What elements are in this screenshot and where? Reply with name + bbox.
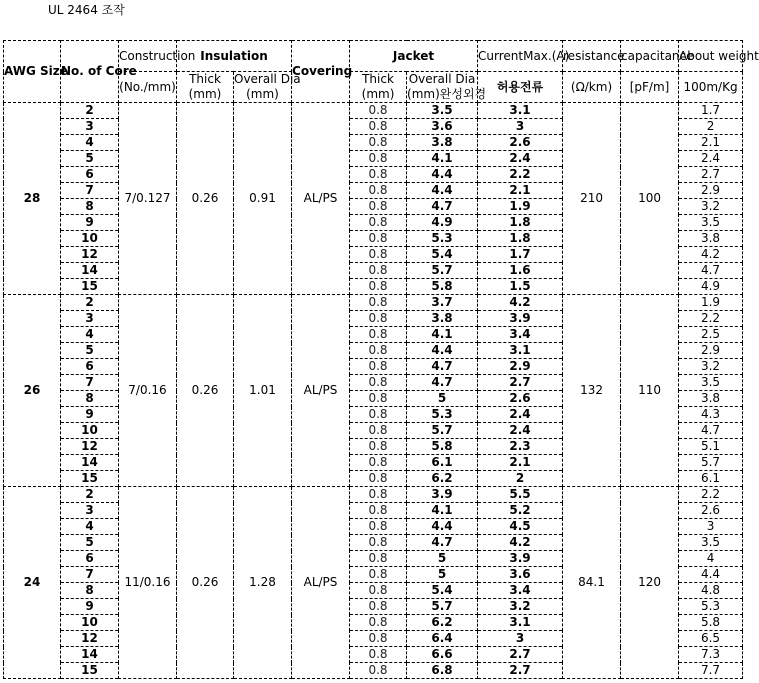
jacket-thick-cell: 0.8: [350, 423, 407, 439]
header-insulation-dia-label: Overall Dia: [234, 72, 301, 86]
jacket-dia-cell: 5.4: [407, 583, 478, 599]
current-max-cell: 5.2: [478, 503, 563, 519]
jacket-thick-cell: 0.8: [350, 567, 407, 583]
current-max-cell: 3.9: [478, 551, 563, 567]
core-count-cell: 2: [61, 103, 119, 119]
jacket-dia-cell: 4.4: [407, 519, 478, 535]
header-current-sub: 허용전류: [478, 72, 563, 103]
jacket-dia-cell: 6.2: [407, 471, 478, 487]
current-max-cell: 3.2: [478, 599, 563, 615]
jacket-dia-cell: 5: [407, 391, 478, 407]
current-max-cell: 4.2: [478, 295, 563, 311]
core-count-cell: 8: [61, 583, 119, 599]
jacket-thick-cell: 0.8: [350, 215, 407, 231]
jacket-thick-cell: 0.8: [350, 631, 407, 647]
current-max-cell: 2.7: [478, 647, 563, 663]
jacket-dia-cell: 4.1: [407, 151, 478, 167]
current-max-cell: 1.5: [478, 279, 563, 295]
current-max-cell: 1.9: [478, 199, 563, 215]
jacket-thick-cell: 0.8: [350, 359, 407, 375]
header-insulation-dia-unit: (mm): [246, 87, 279, 101]
current-max-cell: 3.4: [478, 327, 563, 343]
core-count-cell: 12: [61, 439, 119, 455]
jacket-dia-cell: 4.7: [407, 375, 478, 391]
jacket-thick-cell: 0.8: [350, 199, 407, 215]
header-jacket-thick-unit: (mm): [361, 87, 395, 101]
table-row: [4, 103, 743, 119]
weight-cell: 1.9: [679, 295, 743, 311]
core-count-cell: 14: [61, 647, 119, 663]
jacket-thick-cell: 0.8: [350, 295, 407, 311]
weight-cell: 2.9: [679, 343, 743, 359]
current-max-cell: 2.1: [478, 183, 563, 199]
jacket-dia-cell: 5.4: [407, 247, 478, 263]
jacket-dia-cell: 4.7: [407, 359, 478, 375]
weight-cell: 3.5: [679, 535, 743, 551]
jacket-dia-cell: 5: [407, 551, 478, 567]
jacket-thick-cell: 0.8: [350, 535, 407, 551]
jacket-thick-cell: 0.8: [350, 343, 407, 359]
core-count-cell: 5: [61, 343, 119, 359]
header-construction: Construction: [119, 41, 177, 72]
jacket-thick-cell: 0.8: [350, 455, 407, 471]
jacket-dia-cell: 4.1: [407, 327, 478, 343]
current-max-cell: 2.1: [478, 455, 563, 471]
current-max-cell: 2.2: [478, 167, 563, 183]
jacket-dia-cell: 5.3: [407, 407, 478, 423]
header-about-weight: About weight: [679, 41, 743, 72]
weight-cell: 2.2: [679, 487, 743, 503]
core-count-cell: 10: [61, 231, 119, 247]
current-max-cell: 3.9: [478, 311, 563, 327]
construction-cell: 7/0.127: [119, 103, 177, 295]
current-max-cell: 2.7: [478, 375, 563, 391]
jacket-thick-cell: 0.8: [350, 375, 407, 391]
weight-cell: 4.7: [679, 423, 743, 439]
insulation-thick-cell: 0.26: [177, 487, 234, 679]
jacket-dia-cell: 4.7: [407, 535, 478, 551]
table-row: [4, 487, 743, 503]
insulation-dia-cell: 0.91: [234, 103, 292, 295]
header-insulation: Insulation: [177, 41, 292, 72]
weight-cell: 2.5: [679, 327, 743, 343]
jacket-dia-cell: 5.8: [407, 279, 478, 295]
jacket-dia-cell: 3.7: [407, 295, 478, 311]
insulation-dia-cell: 1.28: [234, 487, 292, 679]
header-capacitance: capacitance: [621, 41, 679, 72]
core-count-cell: 9: [61, 215, 119, 231]
weight-cell: 7.7: [679, 663, 743, 679]
core-count-cell: 5: [61, 151, 119, 167]
jacket-dia-cell: 5.8: [407, 439, 478, 455]
jacket-thick-cell: 0.8: [350, 599, 407, 615]
header-no-of-core: No. of Core: [61, 41, 119, 103]
jacket-thick-cell: 0.8: [350, 167, 407, 183]
core-count-cell: 4: [61, 327, 119, 343]
weight-cell: 4.3: [679, 407, 743, 423]
header-resistance: resistance: [563, 41, 621, 72]
table-body: [4, 103, 743, 679]
resistance-cell: 210: [563, 103, 621, 295]
jacket-dia-cell: 3.5: [407, 103, 478, 119]
capacitance-cell: 100: [621, 103, 679, 295]
current-max-cell: 3.4: [478, 583, 563, 599]
weight-cell: 4.4: [679, 567, 743, 583]
jacket-thick-cell: 0.8: [350, 119, 407, 135]
construction-cell: 7/0.16: [119, 295, 177, 487]
weight-cell: 2: [679, 119, 743, 135]
jacket-dia-cell: 6.4: [407, 631, 478, 647]
core-count-cell: 2: [61, 487, 119, 503]
current-max-cell: 2.6: [478, 135, 563, 151]
current-max-cell: 3.1: [478, 615, 563, 631]
jacket-thick-cell: 0.8: [350, 135, 407, 151]
weight-cell: 2.4: [679, 151, 743, 167]
jacket-thick-cell: 0.8: [350, 103, 407, 119]
jacket-thick-cell: 0.8: [350, 151, 407, 167]
jacket-thick-cell: 0.8: [350, 439, 407, 455]
core-count-cell: 10: [61, 423, 119, 439]
jacket-dia-cell: 5.7: [407, 423, 478, 439]
current-max-cell: 3.1: [478, 343, 563, 359]
jacket-thick-cell: 0.8: [350, 407, 407, 423]
weight-cell: 3.8: [679, 231, 743, 247]
jacket-thick-cell: 0.8: [350, 391, 407, 407]
capacitance-cell: 120: [621, 487, 679, 679]
awg-size-cell: 28: [4, 103, 61, 295]
jacket-thick-cell: 0.8: [350, 551, 407, 567]
jacket-thick-cell: 0.8: [350, 663, 407, 679]
core-count-cell: 15: [61, 471, 119, 487]
weight-cell: 5.3: [679, 599, 743, 615]
current-max-cell: 1.8: [478, 215, 563, 231]
weight-cell: 4.8: [679, 583, 743, 599]
core-count-cell: 15: [61, 279, 119, 295]
weight-cell: 3.5: [679, 375, 743, 391]
current-max-cell: 4.2: [478, 535, 563, 551]
jacket-thick-cell: 0.8: [350, 231, 407, 247]
current-max-cell: 2.3: [478, 439, 563, 455]
weight-cell: 5.7: [679, 455, 743, 471]
cable-spec-table: [3, 40, 759, 679]
core-count-cell: 7: [61, 375, 119, 391]
header-jacket-thick-label: Thick: [362, 72, 394, 86]
core-count-cell: 3: [61, 119, 119, 135]
jacket-thick-cell: 0.8: [350, 279, 407, 295]
jacket-dia-cell: 4.4: [407, 167, 478, 183]
insulation-thick-cell: 0.26: [177, 103, 234, 295]
core-count-cell: 8: [61, 391, 119, 407]
core-count-cell: 12: [61, 247, 119, 263]
jacket-dia-cell: 5.3: [407, 231, 478, 247]
table-row: [4, 295, 743, 311]
current-max-cell: 2.4: [478, 407, 563, 423]
jacket-dia-cell: 3.6: [407, 119, 478, 135]
weight-cell: 6.1: [679, 471, 743, 487]
covering-cell: AL/PS: [292, 487, 350, 679]
jacket-thick-cell: 0.8: [350, 471, 407, 487]
insulation-dia-cell: 1.01: [234, 295, 292, 487]
current-max-cell: 2: [478, 471, 563, 487]
jacket-thick-cell: 0.8: [350, 583, 407, 599]
weight-cell: 4.7: [679, 263, 743, 279]
weight-cell: 2.6: [679, 503, 743, 519]
jacket-dia-cell: 4.4: [407, 183, 478, 199]
core-count-cell: 9: [61, 599, 119, 615]
jacket-dia-cell: 6.8: [407, 663, 478, 679]
jacket-dia-cell: 4.1: [407, 503, 478, 519]
covering-cell: AL/PS: [292, 103, 350, 295]
current-max-cell: 3.1: [478, 103, 563, 119]
core-count-cell: 6: [61, 167, 119, 183]
header-covering: Covering: [292, 41, 350, 103]
jacket-dia-cell: 3.8: [407, 135, 478, 151]
core-count-cell: 8: [61, 199, 119, 215]
core-count-cell: 2: [61, 295, 119, 311]
jacket-dia-cell: 4.7: [407, 199, 478, 215]
jacket-dia-cell: 5.7: [407, 263, 478, 279]
current-max-cell: 2.4: [478, 423, 563, 439]
jacket-dia-cell: 6.1: [407, 455, 478, 471]
weight-cell: 2.9: [679, 183, 743, 199]
jacket-thick-cell: 0.8: [350, 519, 407, 535]
core-count-cell: 6: [61, 551, 119, 567]
current-max-cell: 3: [478, 631, 563, 647]
header-capacitance-unit: [pF/m]: [621, 72, 679, 103]
header-row-top: [4, 41, 743, 72]
header-jacket-thick: [350, 72, 407, 103]
weight-cell: 2.1: [679, 135, 743, 151]
core-count-cell: 3: [61, 311, 119, 327]
weight-cell: 2.7: [679, 167, 743, 183]
core-count-cell: 14: [61, 263, 119, 279]
jacket-thick-cell: 0.8: [350, 183, 407, 199]
weight-cell: 3: [679, 519, 743, 535]
header-jacket-dia: [407, 72, 487, 103]
jacket-thick-cell: 0.8: [350, 647, 407, 663]
current-max-cell: 3.6: [478, 567, 563, 583]
core-count-cell: 3: [61, 503, 119, 519]
jacket-dia-cell: 4.4: [407, 343, 478, 359]
header-awg-size: AWG Size: [4, 41, 61, 103]
jacket-thick-cell: 0.8: [350, 487, 407, 503]
header-insulation-thick-unit: (mm): [188, 87, 222, 101]
current-max-cell: 4.5: [478, 519, 563, 535]
weight-cell: 4.2: [679, 247, 743, 263]
weight-cell: 3.5: [679, 215, 743, 231]
weight-cell: 2.2: [679, 311, 743, 327]
header-construction-unit: (No./mm): [119, 72, 177, 103]
jacket-dia-cell: 3.8: [407, 311, 478, 327]
capacitance-cell: 110: [621, 295, 679, 487]
header-insulation-thick: [177, 72, 234, 103]
weight-cell: 4: [679, 551, 743, 567]
awg-size-cell: 26: [4, 295, 61, 487]
core-count-cell: 4: [61, 135, 119, 151]
jacket-thick-cell: 0.8: [350, 327, 407, 343]
weight-cell: 7.3: [679, 647, 743, 663]
jacket-thick-cell: 0.8: [350, 247, 407, 263]
resistance-cell: 132: [563, 295, 621, 487]
core-count-cell: 14: [61, 455, 119, 471]
jacket-dia-cell: 6.2: [407, 615, 478, 631]
awg-size-cell: 24: [4, 487, 61, 679]
construction-cell: 11/0.16: [119, 487, 177, 679]
resistance-cell: 84.1: [563, 487, 621, 679]
jacket-thick-cell: 0.8: [350, 311, 407, 327]
current-max-cell: 2.4: [478, 151, 563, 167]
weight-cell: 5.8: [679, 615, 743, 631]
header-resistance-unit: (Ω/km): [563, 72, 621, 103]
core-count-cell: 6: [61, 359, 119, 375]
weight-cell: 3.2: [679, 359, 743, 375]
weight-cell: 4.9: [679, 279, 743, 295]
current-max-cell: 1.6: [478, 263, 563, 279]
header-insulation-dia: [234, 72, 301, 103]
header-current-max: CurrentMax.(A): [478, 41, 563, 72]
weight-cell: 6.5: [679, 631, 743, 647]
current-max-cell: 1.8: [478, 231, 563, 247]
jacket-thick-cell: 0.8: [350, 263, 407, 279]
header-jacket: Jacket: [350, 41, 478, 72]
header-jacket-dia-label: Overall Dia: [408, 72, 476, 86]
jacket-thick-cell: 0.8: [350, 503, 407, 519]
current-max-cell: 2.9: [478, 359, 563, 375]
current-max-cell: 3: [478, 119, 563, 135]
core-count-cell: 7: [61, 183, 119, 199]
jacket-thick-cell: 0.8: [350, 615, 407, 631]
core-count-cell: 10: [61, 615, 119, 631]
jacket-dia-cell: 5: [407, 567, 478, 583]
weight-cell: 1.7: [679, 103, 743, 119]
weight-cell: 3.8: [679, 391, 743, 407]
core-count-cell: 7: [61, 567, 119, 583]
header-insulation-thick-label: Thick: [189, 72, 221, 86]
header-weight-unit: 100m/Kg: [679, 72, 743, 103]
weight-cell: 3.2: [679, 199, 743, 215]
core-count-cell: 12: [61, 631, 119, 647]
insulation-thick-cell: 0.26: [177, 295, 234, 487]
document-title: UL 2464 조작: [48, 3, 125, 17]
weight-cell: 5.1: [679, 439, 743, 455]
jacket-dia-cell: 4.9: [407, 215, 478, 231]
current-max-cell: 1.7: [478, 247, 563, 263]
core-count-cell: 9: [61, 407, 119, 423]
jacket-dia-cell: 5.7: [407, 599, 478, 615]
core-count-cell: 5: [61, 535, 119, 551]
core-count-cell: 4: [61, 519, 119, 535]
jacket-dia-cell: 3.9: [407, 487, 478, 503]
current-max-cell: 2.7: [478, 663, 563, 679]
jacket-dia-cell: 6.6: [407, 647, 478, 663]
core-count-cell: 15: [61, 663, 119, 679]
covering-cell: AL/PS: [292, 295, 350, 487]
header-jacket-dia-unit: (mm)완성외경: [407, 87, 487, 101]
current-max-cell: 2.6: [478, 391, 563, 407]
current-max-cell: 5.5: [478, 487, 563, 503]
